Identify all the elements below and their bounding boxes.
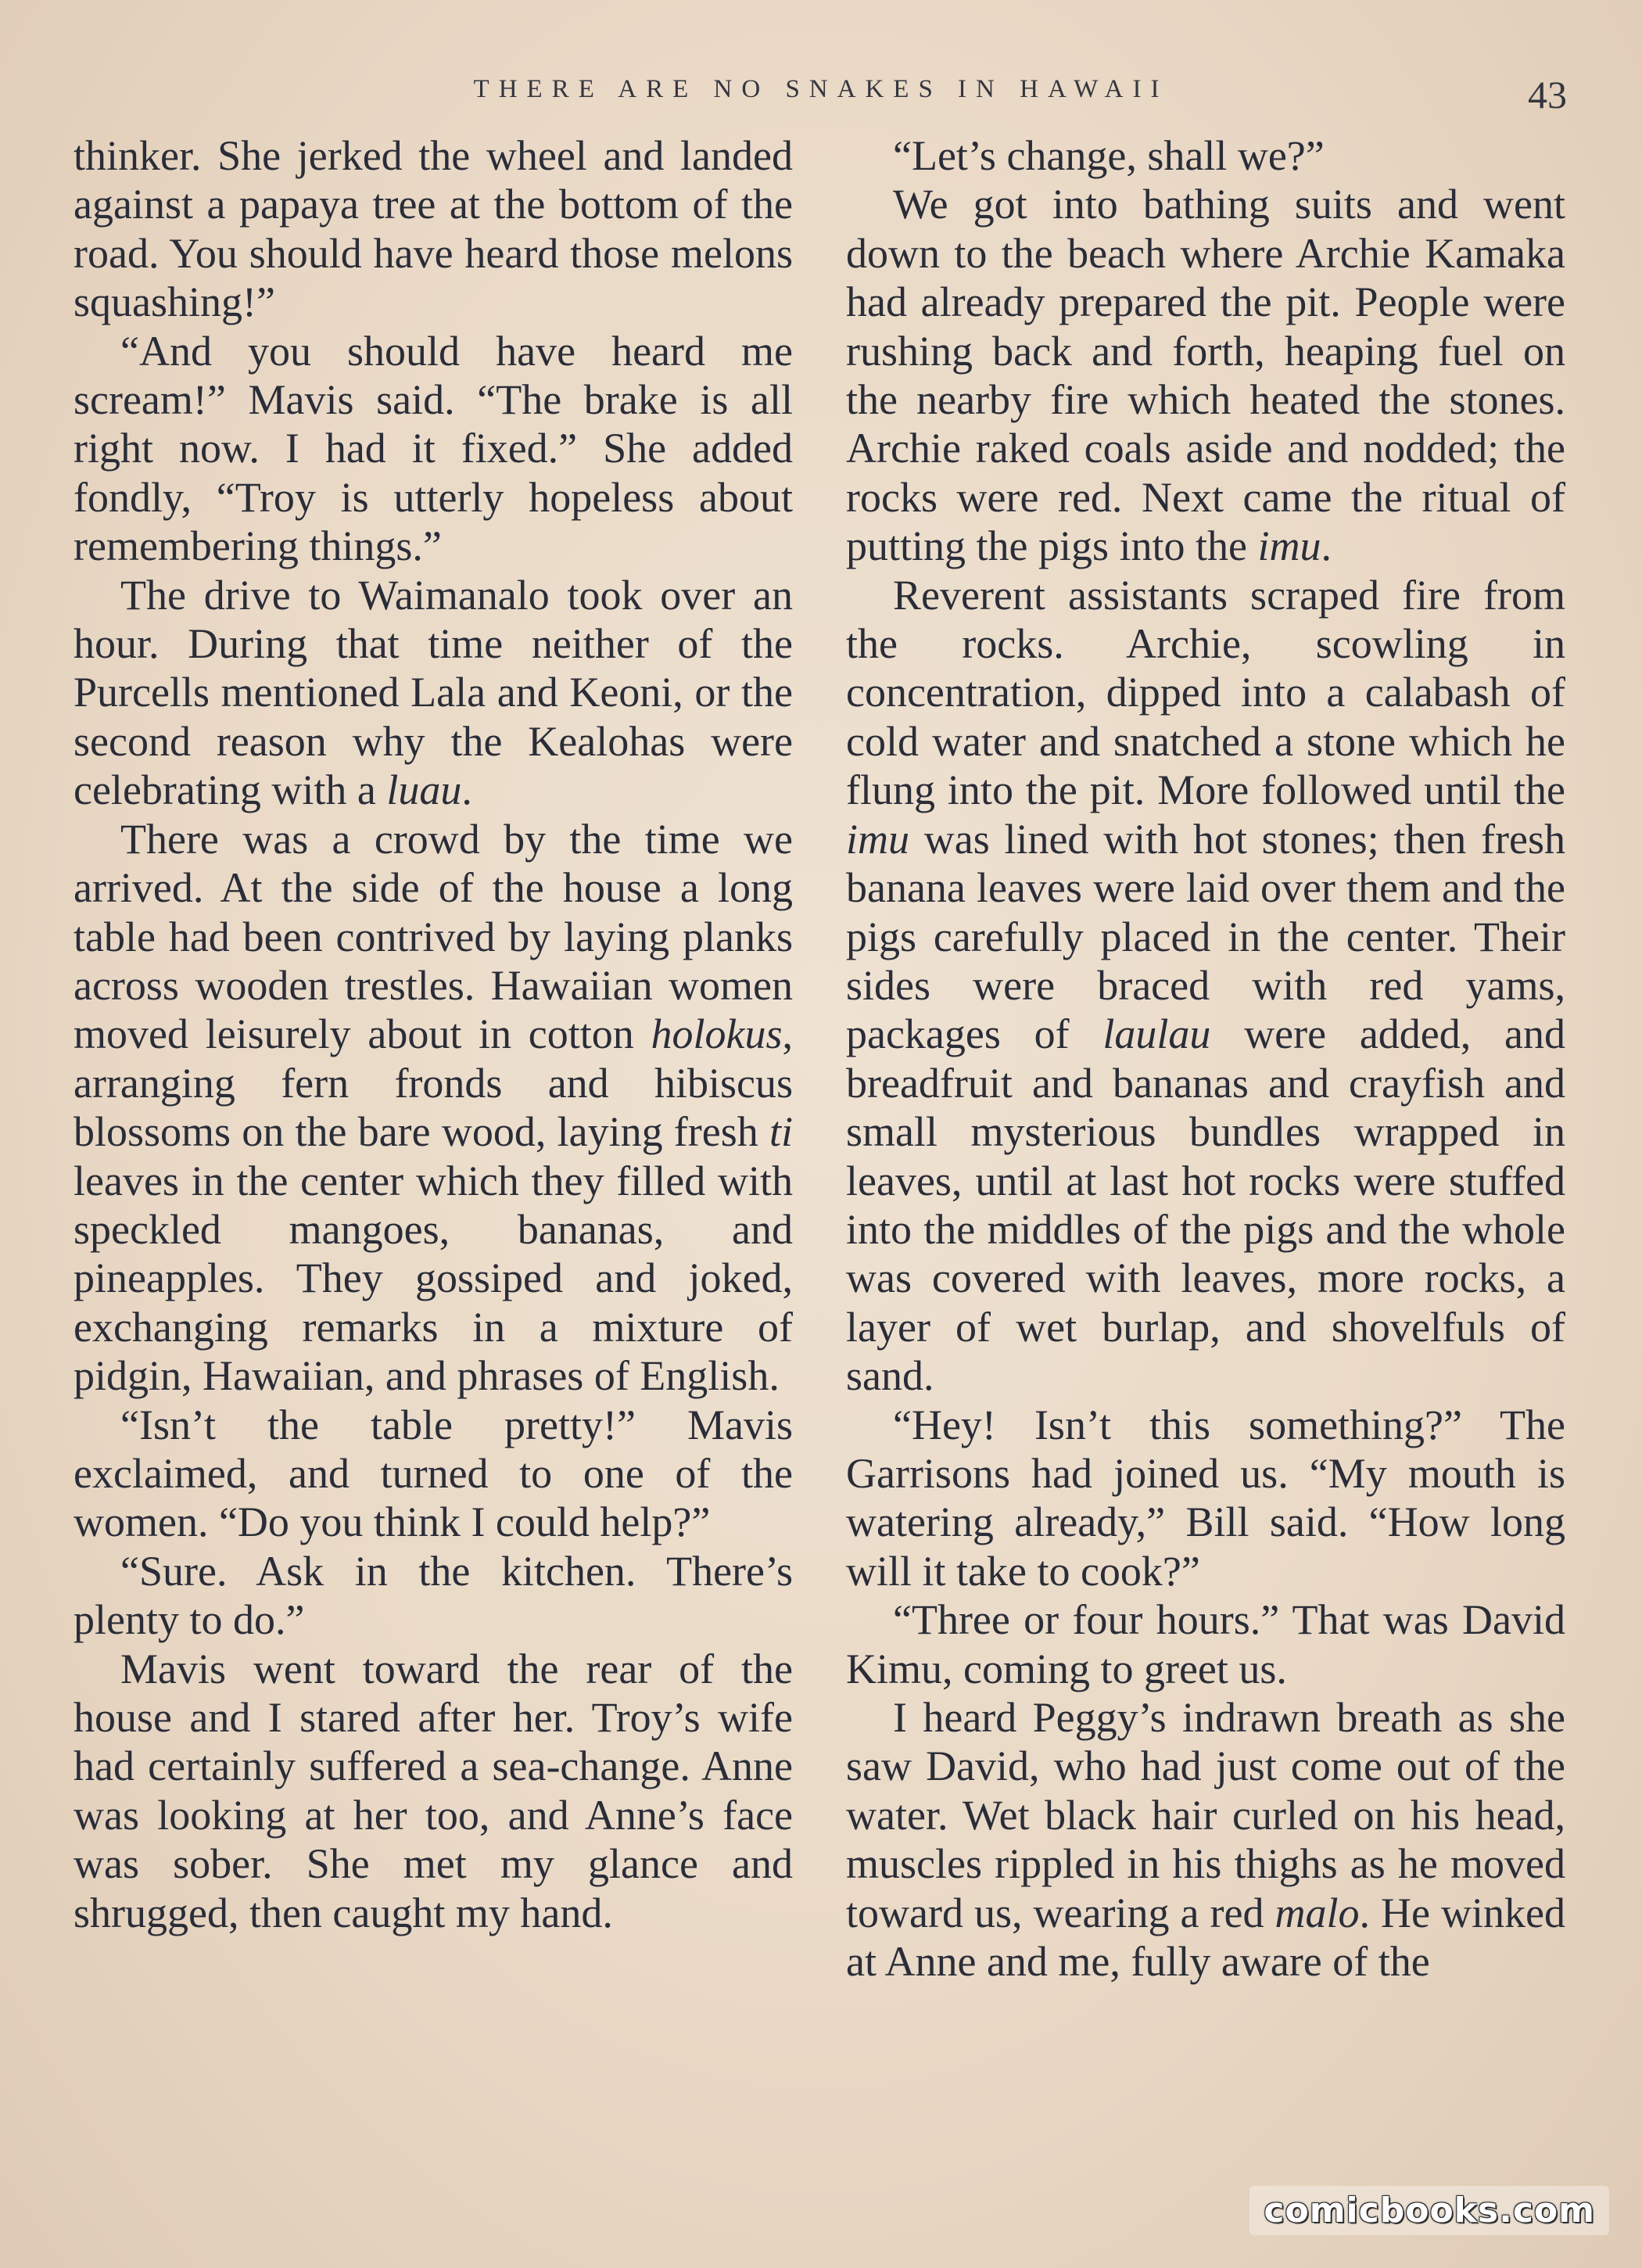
paragraph: “Three or four hours.” That was David Kimu, coming to greet us. xyxy=(846,1596,1565,1692)
paragraph: I heard Peggy’s indrawn breath as she saw David, who had just come out of the water. Wet black hair curled on his head, muscles rippled in his thighs as he moved toward us, wearing a red malo. He winked at Anne and me, fully aware of the xyxy=(846,1694,1565,1986)
page-number: 43 xyxy=(1528,73,1567,117)
paragraph: “Isn’t the table pretty!” Mavis exclaimed, and turned to one of the women. “Do you think I could help?” xyxy=(73,1401,793,1546)
paragraph: “Sure. Ask in the kitchen. There’s plenty to do.” xyxy=(73,1547,793,1644)
italic-term: malo xyxy=(1275,1889,1360,1936)
italic-term: imu xyxy=(1257,522,1321,570)
paragraph: We got into bathing suits and went down to the beach where Archie Kamaka had already prepared the pit. People were rushing back and forth, heaping fuel on the nearby fire which heated the stones. Archie raked coals aside and nodded; the rocks were red. Next came the ritual of putting the pigs into the imu. xyxy=(846,181,1565,570)
watermark-logo: comicbooks.com xyxy=(1249,2186,1609,2235)
italic-term: imu xyxy=(846,815,909,863)
left-column xyxy=(73,131,793,1937)
paragraph: Mavis went toward the rear of the house and I stared after her. Troy’s wife had certainly suffered a sea-change. Anne was looking at her too, and Anne’s face was sober. She met my glance and shrugged, then caught my hand. xyxy=(73,1645,793,1936)
running-title: THERE ARE NO SNAKES IN HAWAII xyxy=(473,75,1169,103)
italic-term: laulau xyxy=(1102,1010,1211,1058)
paragraph: There was a crowd by the time we arrived. At the side of the house a long table had been contrived by laying planks across wooden trestles. Hawaiian women moved leisurely about in cotton holokus, arranging fern fronds and hibiscus blossoms on the bare wood, laying fresh ti leaves in the center which they filled with speckled mangoes, bananas, and pineapples. They gossiped and joked, exchanging remarks in a mixture of pidgin, Hawaiian, and phrases of English. xyxy=(73,815,793,1400)
italic-term: holokus xyxy=(651,1010,783,1058)
italic-term: luau xyxy=(386,766,462,814)
paragraph: “And you should have heard me scream!” Mavis said. “The brake is all right now. I had it fixed.” She added fondly, “Troy is utterly hopeless about remembering things.” xyxy=(73,327,793,570)
paragraph: thinker. She jerked the wheel and landed against a papaya tree at the bottom of the road. You should have heard those melons squashing!” xyxy=(73,132,793,326)
right-column xyxy=(846,131,1565,1986)
italic-term: ti xyxy=(769,1108,793,1156)
paragraph: “Let’s change, shall we?” xyxy=(893,132,1325,179)
paragraph: “Hey! Isn’t this something?” The Garrisons had joined us. “My mouth is watering already,” Bill said. “How long will it take to cook?” xyxy=(846,1401,1565,1595)
paragraph: The drive to Waimanalo took over an hour. During that time neither of the Purcells mentioned Lala and Keoni, or the second reason why the Kealohas were celebrating with a luau. xyxy=(73,571,793,814)
paragraph: Reverent assistants scraped fire from the rocks. Archie, scowling in concentration, dipped into a calabash of cold water and snatched a stone which he flung into the pit. More followed until the imu was lined with hot stones; then fresh banana leaves were laid over them and the pigs carefully placed in the center. Their sides were braced with red yams, packages of laulau were added, and breadfruit and bananas and crayfish and small mysterious bundles wrapped in leaves, until at last hot rocks were stuffed into the middles of the pigs and the whole was covered with leaves, more rocks, a layer of wet burlap, and shovelfuls of sand. xyxy=(846,571,1565,1400)
